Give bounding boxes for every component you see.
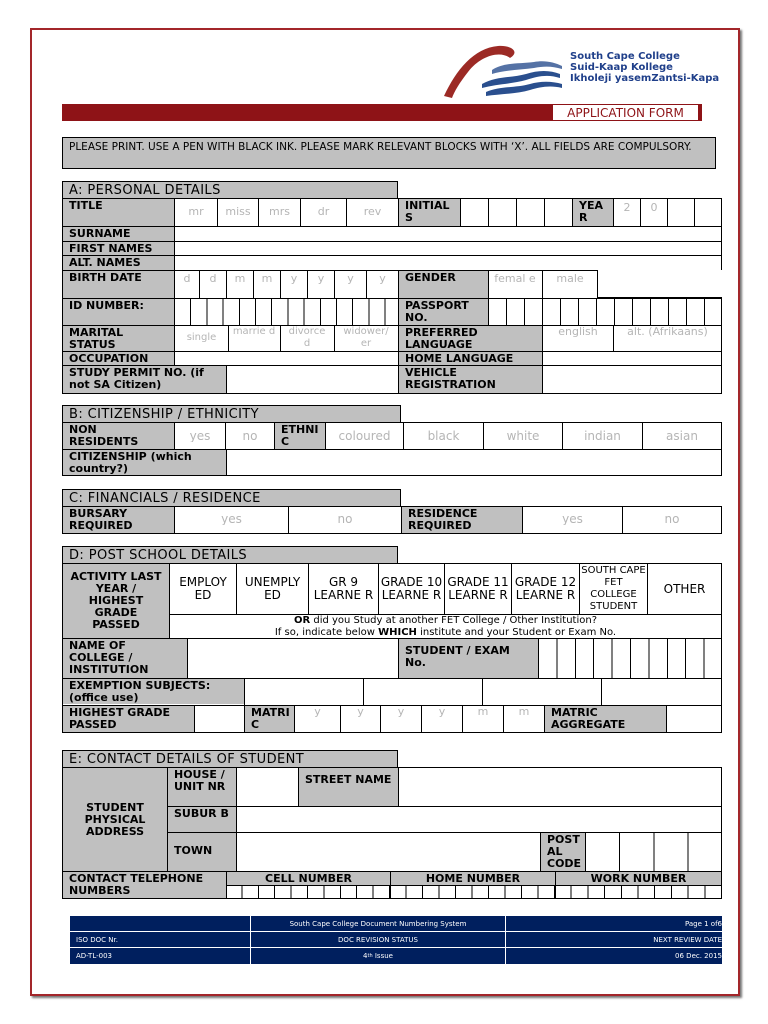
non-residents-label: NON RESIDENTS (63, 423, 174, 449)
student-exam-boxes[interactable] (538, 638, 722, 679)
birth-date-d2[interactable]: d (209, 273, 217, 285)
birth-date-y4[interactable]: y (379, 273, 386, 285)
surname-label: SURNAME (63, 227, 174, 241)
initials-label: INITIAL S (399, 199, 460, 226)
surname-field[interactable] (175, 227, 721, 240)
title-option-miss[interactable]: miss (225, 206, 251, 218)
contact-numbers-label: CONTACT TELEPHONE NUMBERS (63, 872, 226, 898)
bursary-option-yes[interactable]: yes (221, 513, 242, 525)
footer-issue-word: Issue (374, 952, 393, 960)
exemption-fields[interactable] (245, 679, 721, 704)
marital-option-married[interactable]: marrie d (232, 326, 276, 337)
year-digit-2: 0 (650, 202, 658, 214)
residence-option-no[interactable]: no (664, 513, 680, 525)
cell-number-boxes[interactable] (226, 885, 390, 899)
matric-m1[interactable]: m (477, 706, 489, 718)
ethnic-option-coloured[interactable]: coloured (338, 430, 391, 442)
footer-system (251, 916, 505, 931)
other-institution-note (170, 615, 721, 638)
ethnic-option-indian[interactable]: indian (584, 430, 621, 442)
non-residents-option-yes[interactable]: yes (189, 430, 211, 442)
footer-page (506, 916, 722, 931)
cell-number-label: CELL NUMBER (227, 872, 390, 885)
title-option-dr[interactable]: dr (317, 206, 330, 218)
language-option-afrikaans[interactable]: alt. (Afrikaans) (627, 326, 708, 338)
or-line-2b: institute and your Student or Exam No. (416, 627, 617, 638)
title-label: TITLE (63, 199, 174, 226)
which-word: WHICH (378, 627, 417, 638)
passport-label: PASSPORT NO. (399, 299, 488, 325)
activity-option-grade12[interactable]: GRADE 12 LEARNE R (514, 575, 577, 602)
birth-date-y3[interactable]: y (347, 273, 354, 285)
year-digit-1: 2 (623, 202, 631, 214)
activity-option-other[interactable]: OTHER (663, 582, 706, 596)
student-exam-label: STUDENT / EXAM No. (399, 639, 538, 678)
or-line-2a: If so, indicate below (274, 627, 379, 638)
title-option-mr[interactable]: mr (188, 206, 204, 218)
activity-option-employed[interactable]: EMPLOY ED (179, 575, 227, 602)
footer-issue-num: 4 (363, 952, 368, 960)
footer-revision-label (251, 932, 505, 947)
alt-names-field[interactable] (175, 256, 721, 269)
work-number-label: WORK NUMBER (556, 872, 721, 885)
citizenship-field[interactable] (227, 450, 721, 475)
postal-code-boxes[interactable] (585, 832, 722, 871)
vehicle-field[interactable] (543, 366, 721, 393)
id-number-boxes[interactable] (174, 298, 398, 325)
ethnic-option-white[interactable]: white (506, 430, 540, 442)
footer-review-date (506, 948, 722, 964)
bursary-label: BURSARY REQUIRED (63, 507, 174, 533)
home-language-label: HOME LANGUAGE (399, 352, 542, 365)
instructions-text: PLEASE PRINT. USE A PEN WITH BLACK INK. PLEASE MARK RELEVANT BLOCKS WITH ‘X’. ALL FIELDS ARE COMPULSORY. (69, 141, 692, 153)
matric-y3[interactable]: y (397, 706, 405, 718)
college-logo-mark (440, 40, 570, 100)
occupation-field[interactable] (175, 352, 398, 365)
ethnic-label: ETHNI C (275, 423, 325, 449)
birth-date-y2[interactable]: y (317, 273, 325, 285)
ethnic-option-asian[interactable]: asian (666, 430, 698, 442)
birth-date-m2[interactable]: m (261, 273, 273, 285)
section-c-heading: C: FINANCIALS / RESIDENCE (62, 489, 401, 507)
vehicle-label: VEHICLE REGISTRATION (399, 366, 542, 393)
footer-next-review-label-text: NEXT REVIEW DATE (653, 935, 722, 944)
first-names-field[interactable] (175, 242, 721, 255)
residence-label: RESIDENCE REQUIRED (402, 507, 522, 533)
id-number-label: ID NUMBER: (63, 299, 174, 325)
language-option-english[interactable]: english (558, 326, 598, 338)
footer-review-date-text: 06 Dec. 2015 (675, 952, 722, 960)
street-name-field[interactable] (399, 768, 721, 806)
section-d-heading: D: POST SCHOOL DETAILS (62, 546, 398, 564)
activity-option-unemployed[interactable]: UNEMPLY ED (244, 575, 301, 602)
gender-option-male[interactable]: male (556, 273, 584, 285)
town-field[interactable] (237, 833, 540, 871)
or-line-1: did you Study at another FET College / Other Institution? (310, 615, 598, 626)
activity-option-gr9[interactable]: GR 9 LEARNE R (313, 575, 374, 602)
bursary-option-no[interactable]: no (337, 513, 353, 525)
form-title: APPLICATION FORM (567, 105, 684, 120)
residence-option-yes[interactable]: yes (562, 513, 583, 525)
street-name-label: STREET NAME (299, 768, 398, 806)
suburb-field[interactable] (237, 807, 721, 832)
birth-date-label: BIRTH DATE (63, 271, 174, 298)
activity-label: ACTIVITY LAST YEAR / HIGHEST GRADE PASSED (63, 564, 169, 638)
ethnic-option-black[interactable]: black (427, 430, 460, 442)
gender-label: GENDER (399, 271, 488, 298)
study-permit-label: STUDY PERMIT NO. (if not SA Citizen) (63, 366, 226, 393)
house-unit-field[interactable] (237, 768, 298, 806)
logo-line-1: South Cape College (570, 51, 680, 62)
matric-y4[interactable]: y (438, 706, 446, 718)
footer-revision-label-text: DOC REVISION STATUS (338, 935, 418, 944)
footer-issue (251, 948, 505, 964)
footer-iso-label-text: ISO DOC Nr. (76, 935, 118, 944)
logo-line-2: Suid-Kaap Kollege (570, 62, 673, 73)
year-label: YEA R (573, 199, 613, 226)
footer-next-review-label (506, 932, 722, 947)
marital-label: MARITAL STATUS (63, 326, 174, 351)
postal-code-label: POST AL CODE (541, 833, 585, 871)
or-word: OR (293, 615, 311, 626)
footer-table (70, 916, 722, 964)
footer-system-text: South Cape College Document Numbering System (289, 919, 467, 928)
footer-page-text: Page 1 of6 (684, 919, 722, 928)
footer-cell-blank (70, 916, 250, 931)
home-number-label: HOME NUMBER (391, 872, 555, 885)
study-permit-field[interactable] (227, 366, 398, 393)
birth-date-d1[interactable]: d (183, 273, 191, 285)
section-b-heading: B: CITIZENSHIP / ETHNICITY (62, 405, 401, 423)
first-names-label: FIRST NAMES (63, 242, 174, 255)
matric-aggregate-label: MATRIC AGGREGATE (545, 706, 666, 732)
college-logo (440, 40, 720, 100)
work-number-boxes[interactable] (555, 885, 722, 899)
passport-boxes[interactable] (488, 298, 722, 325)
footer-issue-sup: th (367, 953, 373, 959)
matric-y1[interactable]: y (314, 706, 321, 718)
exemption-label: EXEMPTION SUBJECTS: (office use) (63, 679, 244, 704)
college-name-label: NAME OF COLLEGE / INSTITUTION (63, 639, 187, 678)
citizenship-label: CITIZENSHIP (which country?) (63, 450, 226, 475)
birth-date-m1[interactable]: m (234, 273, 246, 285)
house-unit-label: HOUSE / UNIT NR (168, 768, 236, 806)
matric-y2[interactable]: y (357, 706, 364, 718)
highest-grade-label: HIGHEST GRADE PASSED (63, 706, 194, 732)
home-number-boxes[interactable] (390, 885, 555, 899)
section-a-heading: A: PERSONAL DETAILS (62, 181, 398, 199)
home-language-field[interactable] (543, 352, 721, 365)
title-option-rev[interactable]: rev (363, 206, 382, 218)
matric-label: MATRI C (245, 706, 294, 732)
footer-doc-no-text: AD-TL-003 (76, 952, 113, 960)
activity-option-grade10[interactable]: GRADE 10 LEARNE R (380, 575, 443, 602)
birth-date-y1[interactable]: y (290, 273, 298, 285)
occupation-label: OCCUPATION (63, 352, 174, 365)
section-e-heading: E: CONTACT DETAILS OF STUDENT (62, 750, 398, 768)
footer-iso-label (70, 932, 250, 947)
marital-option-single[interactable]: single (186, 332, 217, 343)
instructions-box (62, 137, 716, 169)
preferred-language-label: PREFERRED LANGUAGE (399, 326, 542, 351)
marital-option-widower[interactable]: widower/ er (343, 326, 389, 349)
town-label: TOWN (168, 833, 236, 871)
highest-grade-field[interactable] (195, 706, 244, 732)
suburb-label: SUBUR B (168, 807, 236, 832)
matric-aggregate-field[interactable] (667, 706, 721, 732)
gender-option-female[interactable]: femal e (494, 273, 536, 285)
alt-names-label: ALT. NAMES (63, 256, 174, 270)
non-residents-option-no[interactable]: no (242, 430, 258, 442)
form-title-box (552, 104, 699, 121)
title-option-mrs[interactable]: mrs (269, 206, 290, 218)
matric-m2[interactable]: m (518, 706, 530, 718)
activity-option-grade11[interactable]: GRADE 11 LEARNE R (447, 575, 509, 602)
footer-doc-no (70, 948, 250, 964)
physical-address-label: STUDENT PHYSICAL ADDRESS (63, 768, 167, 871)
activity-option-south-cape-student[interactable]: SOUTH CAPE FET COLLEGE STUDENT (581, 565, 646, 612)
college-name-field[interactable] (188, 639, 398, 678)
marital-option-divorced[interactable]: divorce d (288, 326, 326, 349)
logo-line-3: Ikholeji yasemZantsi-Kapa (570, 73, 720, 84)
